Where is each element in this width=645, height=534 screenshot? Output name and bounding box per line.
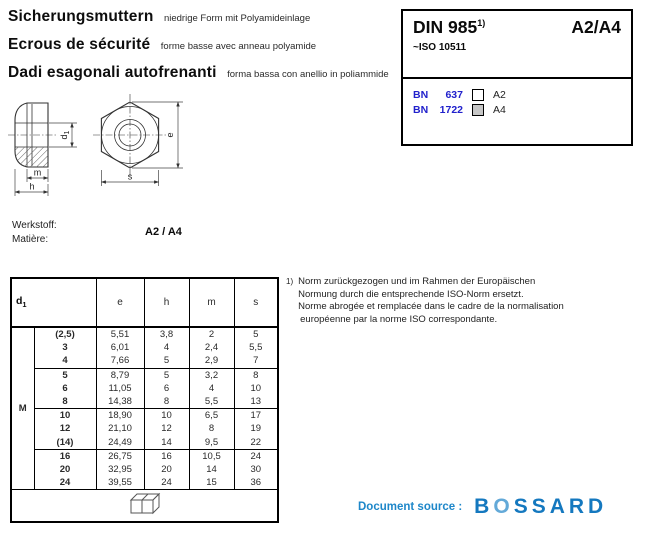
din-footnote-ref: 1) bbox=[477, 18, 486, 29]
label-e: e bbox=[165, 132, 175, 138]
cell-m: 4 bbox=[189, 382, 234, 395]
table-row bbox=[11, 463, 278, 476]
cell-size: 24 bbox=[34, 476, 96, 490]
cell-h: 6 bbox=[144, 382, 189, 395]
table-row bbox=[11, 368, 278, 382]
column-header-s: s bbox=[234, 278, 278, 327]
table-row bbox=[11, 341, 278, 354]
cell-size: 10 bbox=[34, 409, 96, 423]
title-de bbox=[8, 8, 389, 36]
table-row bbox=[11, 409, 278, 423]
cell-s: 5 bbox=[253, 329, 259, 340]
title-de-sub: niedrige Form mit Polyamideinlage bbox=[163, 13, 311, 24]
cell-e: 24,49 bbox=[96, 436, 144, 450]
label-s: s bbox=[127, 171, 133, 182]
table-row bbox=[11, 476, 278, 490]
cell-h: 16 bbox=[144, 449, 189, 463]
label-d1: $d_1$ bbox=[59, 130, 71, 140]
cell-size: 3 bbox=[34, 341, 96, 354]
label-h: h bbox=[29, 181, 35, 192]
table-header-row bbox=[11, 278, 278, 327]
document-source bbox=[358, 496, 607, 518]
cell-m: 5,5 bbox=[189, 395, 234, 409]
cell-size: 5 bbox=[34, 368, 96, 382]
cell-e: 8,79 bbox=[96, 368, 144, 382]
bossard-o-icon: O bbox=[493, 495, 514, 518]
cell-s: 10 bbox=[250, 382, 262, 394]
cell-e: 21,10 bbox=[96, 422, 144, 435]
bn-label: BN bbox=[413, 88, 429, 101]
cell-h: 8 bbox=[144, 395, 189, 409]
cell-e: 11,05 bbox=[96, 382, 144, 395]
table-row bbox=[11, 382, 278, 395]
standard-box-bottom bbox=[403, 79, 631, 117]
title-block bbox=[8, 8, 389, 92]
cell-s: 17 bbox=[250, 410, 262, 422]
title-it bbox=[8, 64, 389, 92]
cell-size: 20 bbox=[34, 463, 96, 476]
cell-h: 5 bbox=[144, 368, 189, 382]
cell-m: 8 bbox=[189, 422, 234, 435]
cell-h: 5 bbox=[144, 354, 189, 368]
table-row bbox=[11, 354, 278, 368]
cell-s: 13 bbox=[234, 395, 278, 409]
title-de-main: Sicherungsmuttern bbox=[8, 8, 154, 25]
material-labels bbox=[12, 219, 57, 247]
checkbox-a4 bbox=[472, 104, 484, 116]
cell-size: (2,5) bbox=[34, 327, 96, 341]
standard-box bbox=[401, 9, 633, 146]
cell-m: 2,4 bbox=[189, 341, 234, 354]
table-row bbox=[11, 422, 278, 435]
table-row bbox=[11, 327, 278, 341]
footnote bbox=[286, 276, 638, 326]
cell-m: 9,5 bbox=[189, 436, 234, 450]
cell-s: 5,5 bbox=[249, 342, 263, 354]
box-icon bbox=[129, 492, 161, 517]
column-header-d1: $d_1$ bbox=[11, 278, 96, 327]
cell-size: 6 bbox=[34, 382, 96, 395]
cell-h: 24 bbox=[144, 476, 189, 490]
cell-e: 7,66 bbox=[96, 354, 144, 368]
cell-s: 36 bbox=[250, 477, 262, 489]
title-fr-sub: forme basse avec anneau polyamide bbox=[160, 41, 317, 52]
cell-s: 30 bbox=[250, 464, 262, 476]
footnote-marker: 1) bbox=[286, 277, 294, 286]
bn-line-a2 bbox=[413, 87, 621, 102]
cell-h: 4 bbox=[144, 341, 189, 354]
footnote-line: Normung durch die entsprechende ISO-Norm ersetzt. bbox=[298, 288, 524, 300]
din-number: DIN 985$^{1)}$ bbox=[413, 17, 486, 37]
cell-m: 6,5 bbox=[189, 409, 234, 423]
cell-m: 3,2 bbox=[189, 368, 234, 382]
title-fr bbox=[8, 36, 389, 64]
cell-size: 8 bbox=[34, 395, 96, 409]
iso-number: ~ISO 10511 bbox=[413, 42, 467, 53]
cell-s: 8 bbox=[253, 369, 259, 381]
column-header-h: h bbox=[144, 278, 189, 327]
column-header-m: m bbox=[189, 278, 234, 327]
cell-e: 26,75 bbox=[96, 449, 144, 463]
dimension-table bbox=[10, 277, 279, 523]
bn-grade: A4 bbox=[493, 103, 506, 116]
checkbox-a2 bbox=[472, 89, 484, 101]
material-value: A2 / A4 bbox=[145, 226, 182, 238]
standard-box-top bbox=[403, 11, 631, 79]
cell-h: 3,8 bbox=[144, 327, 189, 341]
hex-view bbox=[93, 94, 167, 176]
bn-line-a4 bbox=[413, 102, 621, 117]
footnote-line: Norm zurückgezogen und im Rahmen der Europäischen bbox=[298, 276, 536, 287]
cell-m: 15 bbox=[189, 476, 234, 490]
cell-m: 2,9 bbox=[189, 354, 234, 368]
footnote-line: européenne par la norme ISO correspondante. bbox=[300, 313, 498, 325]
column-header-e: e bbox=[96, 278, 144, 327]
bossard-logo: B O SSARD bbox=[474, 495, 608, 518]
technical-drawing bbox=[5, 90, 205, 212]
table-row bbox=[11, 436, 278, 450]
cell-m: 10,5 bbox=[189, 449, 234, 463]
thread-series-label: M bbox=[11, 327, 34, 490]
cell-size: 12 bbox=[34, 422, 96, 435]
cell-size: 4 bbox=[34, 354, 96, 368]
cell-s: 22 bbox=[234, 436, 278, 450]
table-row bbox=[11, 395, 278, 409]
document-source-label: Document source : bbox=[358, 501, 463, 513]
cell-h: 20 bbox=[144, 463, 189, 476]
cell-e: 5,51 bbox=[96, 327, 144, 341]
cell-size: 16 bbox=[34, 449, 96, 463]
material-grade: A2/A4 bbox=[571, 17, 621, 37]
cell-h: 12 bbox=[144, 422, 189, 435]
cell-s: 7 bbox=[234, 354, 278, 368]
cell-s: 24 bbox=[250, 450, 262, 462]
cell-h: 14 bbox=[144, 436, 189, 450]
bn-label: BN bbox=[413, 103, 429, 116]
footnote-line: Norme abrogée et remplacée dans le cadre de la normalisation bbox=[298, 301, 564, 312]
title-it-sub: forma bassa con anellio in poliammide bbox=[227, 69, 389, 80]
bn-grade: A2 bbox=[493, 88, 506, 101]
material-label-fr: Matière: bbox=[12, 234, 49, 245]
cell-h: 10 bbox=[144, 409, 189, 423]
side-view bbox=[8, 103, 56, 167]
packaging-row bbox=[11, 490, 278, 523]
cell-s: 19 bbox=[250, 423, 262, 435]
cell-m: 2 bbox=[189, 327, 234, 341]
label-m: m bbox=[33, 167, 42, 178]
material-label-de: Werkstoff: bbox=[12, 220, 57, 231]
cell-e: 32,95 bbox=[96, 463, 144, 476]
cell-e: 6,01 bbox=[96, 341, 144, 354]
title-fr-main: Ecrous de sécurité bbox=[8, 36, 151, 53]
title-it-main: Dadi esagonali autofrenanti bbox=[8, 64, 217, 81]
bn-number: 637 bbox=[445, 88, 463, 101]
bn-number: 1722 bbox=[439, 103, 463, 116]
cell-e: 14,38 bbox=[96, 395, 144, 409]
cell-size: (14) bbox=[34, 436, 96, 450]
cell-e: 18,90 bbox=[96, 409, 144, 423]
table-row bbox=[11, 449, 278, 463]
cell-e: 39,55 bbox=[96, 476, 144, 490]
cell-m: 14 bbox=[189, 463, 234, 476]
